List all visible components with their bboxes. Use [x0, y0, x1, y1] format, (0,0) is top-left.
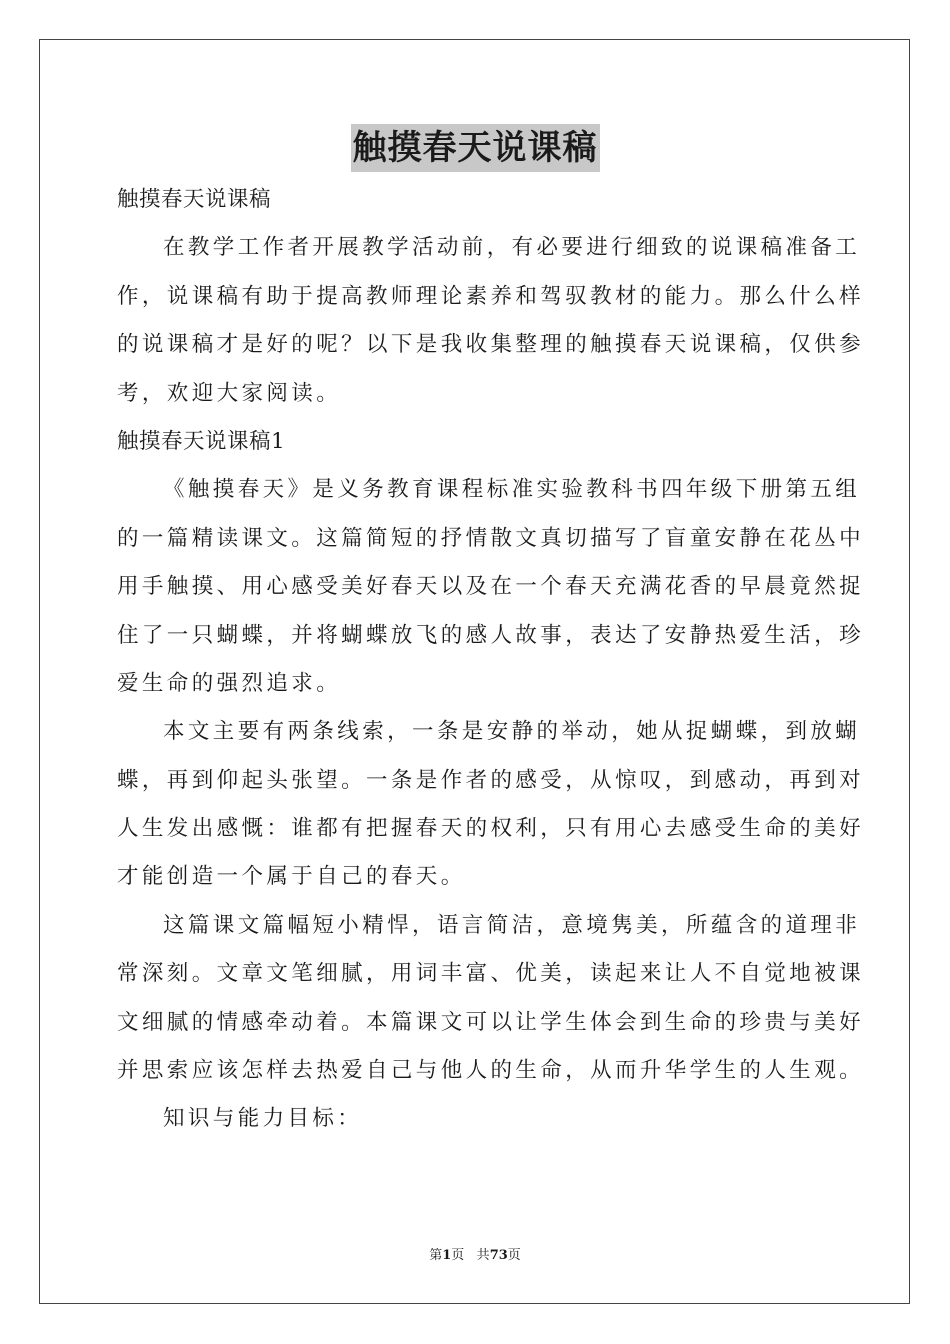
- text-line: 爱生命的强烈追求。: [117, 670, 342, 696]
- paragraph-3: [117, 902, 865, 1096]
- page-number: 1: [442, 1248, 452, 1263]
- total-prefix: 共: [476, 1248, 490, 1263]
- text-line: 的说课稿才是好的呢？以下是我收集整理的触摸春天说课稿，仅供参: [117, 332, 865, 358]
- text-line: 住了一只蝴蝶，并将蝴蝶放飞的感人故事，表达了安静热爱生活，珍: [117, 622, 865, 648]
- document-body: [117, 176, 865, 1144]
- text-line: 用手触摸、用心感受美好春天以及在一个春天充满花香的早晨竟然捉: [117, 574, 865, 600]
- text-line: 文细腻的情感牵动着。本篇课文可以让学生体会到生命的珍贵与美好: [117, 1009, 865, 1035]
- text-line: 《触摸春天》是义务教育课程标准实验教科书四年级下册第五组: [163, 477, 861, 503]
- page-footer: [0, 1246, 950, 1266]
- text-line: 作，说课稿有助于提高教师理论素养和驾驭教材的能力。那么什么样: [117, 283, 865, 309]
- page-prefix: 第: [429, 1248, 443, 1263]
- intro-paragraph: [117, 224, 865, 418]
- text-line: 人生发出感慨：谁都有把握春天的权利，只有用心去感受生命的美好: [117, 816, 865, 842]
- text-line: 本文主要有两条线索，一条是安静的举动，她从捉蝴蝶，到放蝴: [163, 719, 861, 745]
- subtitle: 触摸春天说课稿: [117, 187, 272, 212]
- section-heading: 触摸春天说课稿1: [117, 428, 286, 454]
- paragraph-4: 知识与能力目标：: [163, 1106, 363, 1132]
- text-line: 蝶，再到仰起头张望。一条是作者的感受，从惊叹，到感动，再到对: [117, 767, 865, 793]
- text-line: 在教学工作者开展教学活动前，有必要进行细致的说课稿准备工: [163, 235, 861, 261]
- page-suffix: 页: [451, 1248, 465, 1263]
- title-container: [0, 124, 950, 172]
- text-line: 才能创造一个属于自己的春天。: [117, 864, 466, 890]
- total-suffix: 页: [507, 1248, 521, 1263]
- paragraph-1: [117, 466, 865, 708]
- total-pages: 73: [489, 1248, 508, 1263]
- text-line: 这篇课文篇幅短小精悍，语言简洁，意境隽美，所蕴含的道理非: [163, 912, 861, 938]
- paragraph-2: [117, 708, 865, 902]
- text-line: 考，欢迎大家阅读。: [117, 380, 342, 406]
- document-title: 触摸春天说课稿: [351, 124, 600, 172]
- text-line: 的一篇精读课文。这篇简短的抒情散文真切描写了盲童安静在花丛中: [117, 525, 865, 551]
- text-line: 常深刻。文章文笔细腻，用词丰富、优美，读起来让人不自觉地被课: [117, 961, 865, 987]
- text-line: 并思索应该怎样去热爱自己与他人的生命，从而升华学生的人生观。: [117, 1058, 865, 1084]
